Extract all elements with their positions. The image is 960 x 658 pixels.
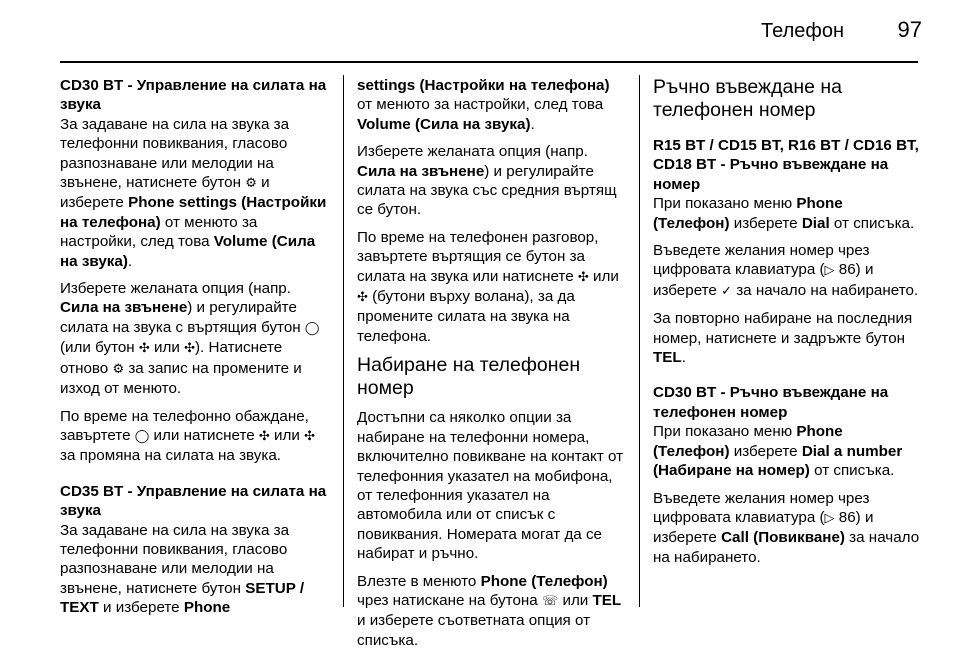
rotary-knob-icon: ◯ bbox=[134, 428, 150, 444]
column-1 bbox=[60, 76, 328, 626]
rotary-knob-icon: ◯ bbox=[304, 320, 320, 336]
column-2 bbox=[357, 76, 625, 658]
page-title: Телефон bbox=[761, 20, 844, 42]
header-divider bbox=[60, 61, 918, 63]
paragraph: За задаване на сила на звука за телефонни повиквания, гласово разпознаване или мелодии на звънене, натиснете бутон SETUP / TEXT и изберете Phone bbox=[60, 521, 305, 617]
phone-settings-icon: ⚙ bbox=[245, 176, 257, 192]
section-heading-cd30-volume: CD30 BT - Управление на силата на звука bbox=[60, 77, 327, 114]
column-divider-2 bbox=[639, 75, 640, 607]
section-heading-cd35-volume: CD35 BT - Управление на силата на звука bbox=[60, 482, 327, 520]
paragraph: За задаване на сила на звука за телефонни повиквания, гласово разпознаване или мелодии на звънене, натиснете бутон ⚙ и изберете Phone settings (Настройки на телефона) от менюто за настройки, след това Volume (Сила на звука). bbox=[60, 115, 327, 270]
paragraph: При показано меню Phone (Телефон) изберете Dial от списъка. bbox=[653, 195, 915, 232]
page-header bbox=[0, 0, 960, 60]
volume-up-icon: ✣ bbox=[258, 428, 270, 444]
paragraph: Достъпни са няколко опции за набиране на телефонни номера, включително повикване на контакт от телефонния указател на мобифона, от телефонния указател на автомобила или от списък с повиквания. Номерата могат да се набират и ръчно. bbox=[357, 409, 624, 563]
paragraph: За повторно набиране на последния номер, натиснете и задръжте бутон TEL. bbox=[653, 310, 913, 367]
section-title-manual-entry: Ръчно въвеждане на телефонен номер bbox=[653, 76, 842, 121]
paragraph: Въведете желания номер чрез цифровата клавиатура (▷ 86) и изберете ✓ за начало на набирането. bbox=[653, 242, 919, 299]
column-3 bbox=[653, 76, 921, 575]
dial-key-icon: ✓ bbox=[721, 283, 732, 299]
paragraph: По време на телефонен разговор, завъртете въртящия се бутон за силата на звука или натиснете ✣ или ✣ (бутони върху волана), за да промените силата на звука на телефона. bbox=[357, 228, 619, 345]
phone-settings-icon: ⚙ bbox=[112, 361, 125, 377]
section-heading-r15-manual: R15 BT / CD15 BT, R16 BT / CD16 BT, CD18 BT - Ръчно въвеждане на номер bbox=[653, 137, 919, 193]
section-title-dialing: Набиране на телефонен номер bbox=[357, 354, 581, 400]
page-reference-arrow-icon: ▷ bbox=[824, 263, 835, 279]
volume-down-icon: ✣ bbox=[304, 428, 316, 444]
paragraph: Изберете желаната опция (напр. Сила на звънене) и регулирайте силата на звука със средния въртящ се бутон. bbox=[357, 143, 617, 219]
section-heading-cd30-manual: CD30 BT - Ръчно въвеждане на телефонен номер bbox=[653, 384, 889, 421]
page-number: 97 bbox=[897, 17, 922, 42]
volume-down-icon: ✣ bbox=[357, 290, 368, 306]
paragraph: Изберете желаната опция (напр. Сила на звънене) и регулирайте силата на звука с въртящия бутон ◯ (или бутон ✣ или ✣). Натиснете отново ⚙ за запис на промените и изход от менюто. bbox=[60, 280, 320, 398]
paragraph: Въведете желания номер чрез цифровата клавиатура (▷ 86) и изберете Call (Повикване) за начало на набирането. bbox=[653, 489, 920, 566]
volume-down-icon: ✣ bbox=[184, 341, 195, 357]
paragraph: settings (Настройки на телефона) от менюто за настройки, след това Volume (Сила на звука). bbox=[357, 77, 610, 133]
paragraph: По време на телефонно обаждане, завъртете ◯ или натиснете ✣ или ✣ за промяна на силата на звука. bbox=[60, 407, 316, 465]
paragraph: При показано меню Phone (Телефон) изберете Dial a number (Набиране на номер) от списъка. bbox=[653, 423, 903, 480]
paragraph: Влезте в менюто Phone (Телефон) чрез натискане на бутона ☏ или TEL и изберете съответната опция от списъка. bbox=[357, 572, 622, 649]
volume-up-icon: ✣ bbox=[138, 341, 150, 357]
volume-up-icon: ✣ bbox=[577, 269, 589, 285]
column-divider-1 bbox=[343, 75, 344, 607]
page-reference-arrow-icon: ▷ bbox=[824, 510, 835, 526]
phone-key-icon: ☏ bbox=[541, 593, 559, 609]
